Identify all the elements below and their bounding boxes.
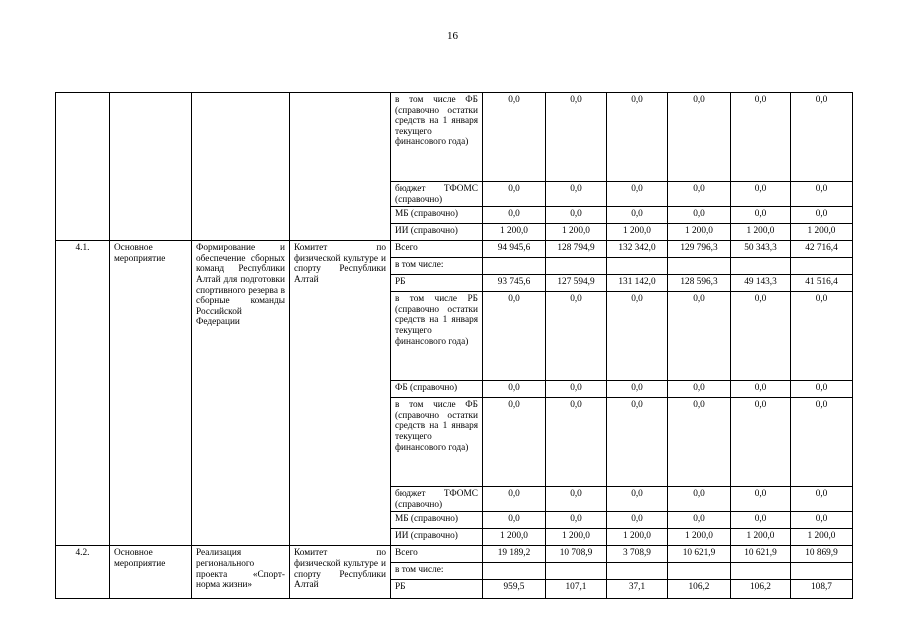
amount-cell <box>607 258 668 275</box>
funding-source: бюджет ТФОМС (справочно) <box>391 182 483 207</box>
table-row <box>56 93 853 182</box>
amount-cell: 128 794,9 <box>546 241 607 258</box>
amount-cell <box>546 258 607 275</box>
amount-cell: 1 200,0 <box>791 224 853 241</box>
amount-cell: 0,0 <box>731 292 791 381</box>
amount-cell: 0,0 <box>668 398 731 487</box>
amount-cell <box>731 563 791 580</box>
amount-cell: 0,0 <box>607 182 668 207</box>
amount-cell: 0,0 <box>483 487 546 512</box>
amount-cell: 0,0 <box>731 487 791 512</box>
amount-cell: 0,0 <box>607 292 668 381</box>
amount-cell: 0,0 <box>791 398 853 487</box>
page-number: 16 <box>447 30 458 42</box>
amount-cell: 1 200,0 <box>607 224 668 241</box>
amount-cell: 49 143,3 <box>731 275 791 292</box>
amount-cell: 0,0 <box>483 398 546 487</box>
amount-cell: 0,0 <box>607 512 668 529</box>
amount-cell <box>607 563 668 580</box>
amount-cell: 0,0 <box>668 512 731 529</box>
amount-cell <box>791 258 853 275</box>
amount-cell: 0,0 <box>731 207 791 224</box>
funding-source: ФБ (справочно) <box>391 381 483 398</box>
activity-code: 4.1. <box>56 241 110 546</box>
amount-cell: 0,0 <box>607 381 668 398</box>
activity-executor: Комитет по физической культуре и спорту Республики Алтай <box>290 241 391 546</box>
amount-cell: 0,0 <box>791 487 853 512</box>
amount-cell: 1 200,0 <box>546 529 607 546</box>
amount-cell: 0,0 <box>546 292 607 381</box>
amount-cell: 0,0 <box>668 182 731 207</box>
amount-cell: 94 945,6 <box>483 241 546 258</box>
amount-cell: 1 200,0 <box>483 529 546 546</box>
amount-cell: 1 200,0 <box>731 529 791 546</box>
amount-cell: 0,0 <box>791 381 853 398</box>
funding-source: МБ (справочно) <box>391 512 483 529</box>
amount-cell: 959,5 <box>483 580 546 599</box>
activity-name: Реализация регионального проекта «Спорт-норма жизни» <box>192 546 290 599</box>
amount-cell: 0,0 <box>791 292 853 381</box>
amount-cell: 0,0 <box>668 207 731 224</box>
amount-cell: 131 142,0 <box>607 275 668 292</box>
amount-cell: 0,0 <box>483 207 546 224</box>
activity-code: 4.2. <box>56 546 110 599</box>
amount-cell: 1 200,0 <box>668 224 731 241</box>
funding-source: РБ <box>391 275 483 292</box>
amount-cell: 106,2 <box>731 580 791 599</box>
amount-cell: 1 200,0 <box>607 529 668 546</box>
amount-cell <box>791 563 853 580</box>
amount-cell <box>546 563 607 580</box>
amount-cell: 0,0 <box>731 381 791 398</box>
amount-cell <box>483 563 546 580</box>
funding-source: ИИ (справочно) <box>391 529 483 546</box>
amount-cell <box>668 563 731 580</box>
amount-cell: 0,0 <box>791 93 853 182</box>
amount-cell: 129 796,3 <box>668 241 731 258</box>
amount-cell: 0,0 <box>546 182 607 207</box>
amount-cell: 0,0 <box>483 93 546 182</box>
funding-source: МБ (справочно) <box>391 207 483 224</box>
amount-cell: 0,0 <box>546 207 607 224</box>
amount-cell: 0,0 <box>546 512 607 529</box>
funding-source: в том числе ФБ (справочно остатки средств на 1 января текущего финансового года) <box>391 93 483 182</box>
activity-code <box>56 93 110 241</box>
funding-source: ИИ (справочно) <box>391 224 483 241</box>
amount-cell: 0,0 <box>483 292 546 381</box>
amount-cell: 0,0 <box>668 292 731 381</box>
amount-cell <box>731 258 791 275</box>
amount-cell: 1 200,0 <box>483 224 546 241</box>
amount-cell: 41 516,4 <box>791 275 853 292</box>
amount-cell <box>668 258 731 275</box>
table-row <box>56 241 853 258</box>
activity-type: Основное мероприятие <box>110 546 192 599</box>
funding-source: РБ <box>391 580 483 599</box>
amount-cell: 107,1 <box>546 580 607 599</box>
funding-source: в том числе ФБ (справочно остатки средств на 1 января текущего финансового года) <box>391 398 483 487</box>
amount-cell: 50 343,3 <box>731 241 791 258</box>
amount-cell: 127 594,9 <box>546 275 607 292</box>
amount-cell: 132 342,0 <box>607 241 668 258</box>
amount-cell: 42 716,4 <box>791 241 853 258</box>
amount-cell: 108,7 <box>791 580 853 599</box>
amount-cell: 0,0 <box>607 93 668 182</box>
funding-source: Всего <box>391 546 483 563</box>
amount-cell: 3 708,9 <box>607 546 668 563</box>
amount-cell: 10 621,9 <box>668 546 731 563</box>
amount-cell: 0,0 <box>791 207 853 224</box>
amount-cell: 0,0 <box>668 381 731 398</box>
activity-name <box>192 93 290 241</box>
amount-cell: 10 621,9 <box>731 546 791 563</box>
amount-cell: 0,0 <box>668 93 731 182</box>
amount-cell: 10 708,9 <box>546 546 607 563</box>
amount-cell: 0,0 <box>731 182 791 207</box>
amount-cell: 1 200,0 <box>668 529 731 546</box>
amount-cell: 0,0 <box>731 93 791 182</box>
funding-source: в том числе: <box>391 563 483 580</box>
amount-cell: 106,2 <box>668 580 731 599</box>
amount-cell: 1 200,0 <box>731 224 791 241</box>
amount-cell: 0,0 <box>607 207 668 224</box>
amount-cell: 19 189,2 <box>483 546 546 563</box>
amount-cell: 0,0 <box>731 398 791 487</box>
amount-cell: 0,0 <box>791 182 853 207</box>
amount-cell: 0,0 <box>607 398 668 487</box>
amount-cell: 10 869,9 <box>791 546 853 563</box>
funding-source: Всего <box>391 241 483 258</box>
amount-cell: 0,0 <box>546 398 607 487</box>
amount-cell <box>483 258 546 275</box>
amount-cell: 0,0 <box>791 512 853 529</box>
funding-source: в том числе РБ (справочно остатки средств на 1 января текущего финансового года) <box>391 292 483 381</box>
amount-cell: 1 200,0 <box>546 224 607 241</box>
amount-cell: 0,0 <box>546 487 607 512</box>
amount-cell: 1 200,0 <box>791 529 853 546</box>
amount-cell: 37,1 <box>607 580 668 599</box>
amount-cell: 0,0 <box>546 93 607 182</box>
activity-name: Формирование и обеспечение сборных команд Республики Алтай для подготовки спортивного резерва в сборные команды Российской Федерации <box>192 241 290 546</box>
amount-cell: 0,0 <box>483 182 546 207</box>
activity-type: Основное мероприятие <box>110 241 192 546</box>
activity-type <box>110 93 192 241</box>
table-row <box>56 546 853 563</box>
amount-cell: 0,0 <box>483 381 546 398</box>
amount-cell: 0,0 <box>546 381 607 398</box>
amount-cell: 0,0 <box>731 512 791 529</box>
activity-executor <box>290 93 391 241</box>
activity-executor: Комитет по физической культуре и спорту Республики Алтай <box>290 546 391 599</box>
financing-table <box>55 92 853 599</box>
amount-cell: 0,0 <box>607 487 668 512</box>
amount-cell: 0,0 <box>668 487 731 512</box>
funding-source: бюджет ТФОМС (справочно) <box>391 487 483 512</box>
amount-cell: 0,0 <box>483 512 546 529</box>
funding-source: в том числе: <box>391 258 483 275</box>
amount-cell: 128 596,3 <box>668 275 731 292</box>
amount-cell: 93 745,6 <box>483 275 546 292</box>
